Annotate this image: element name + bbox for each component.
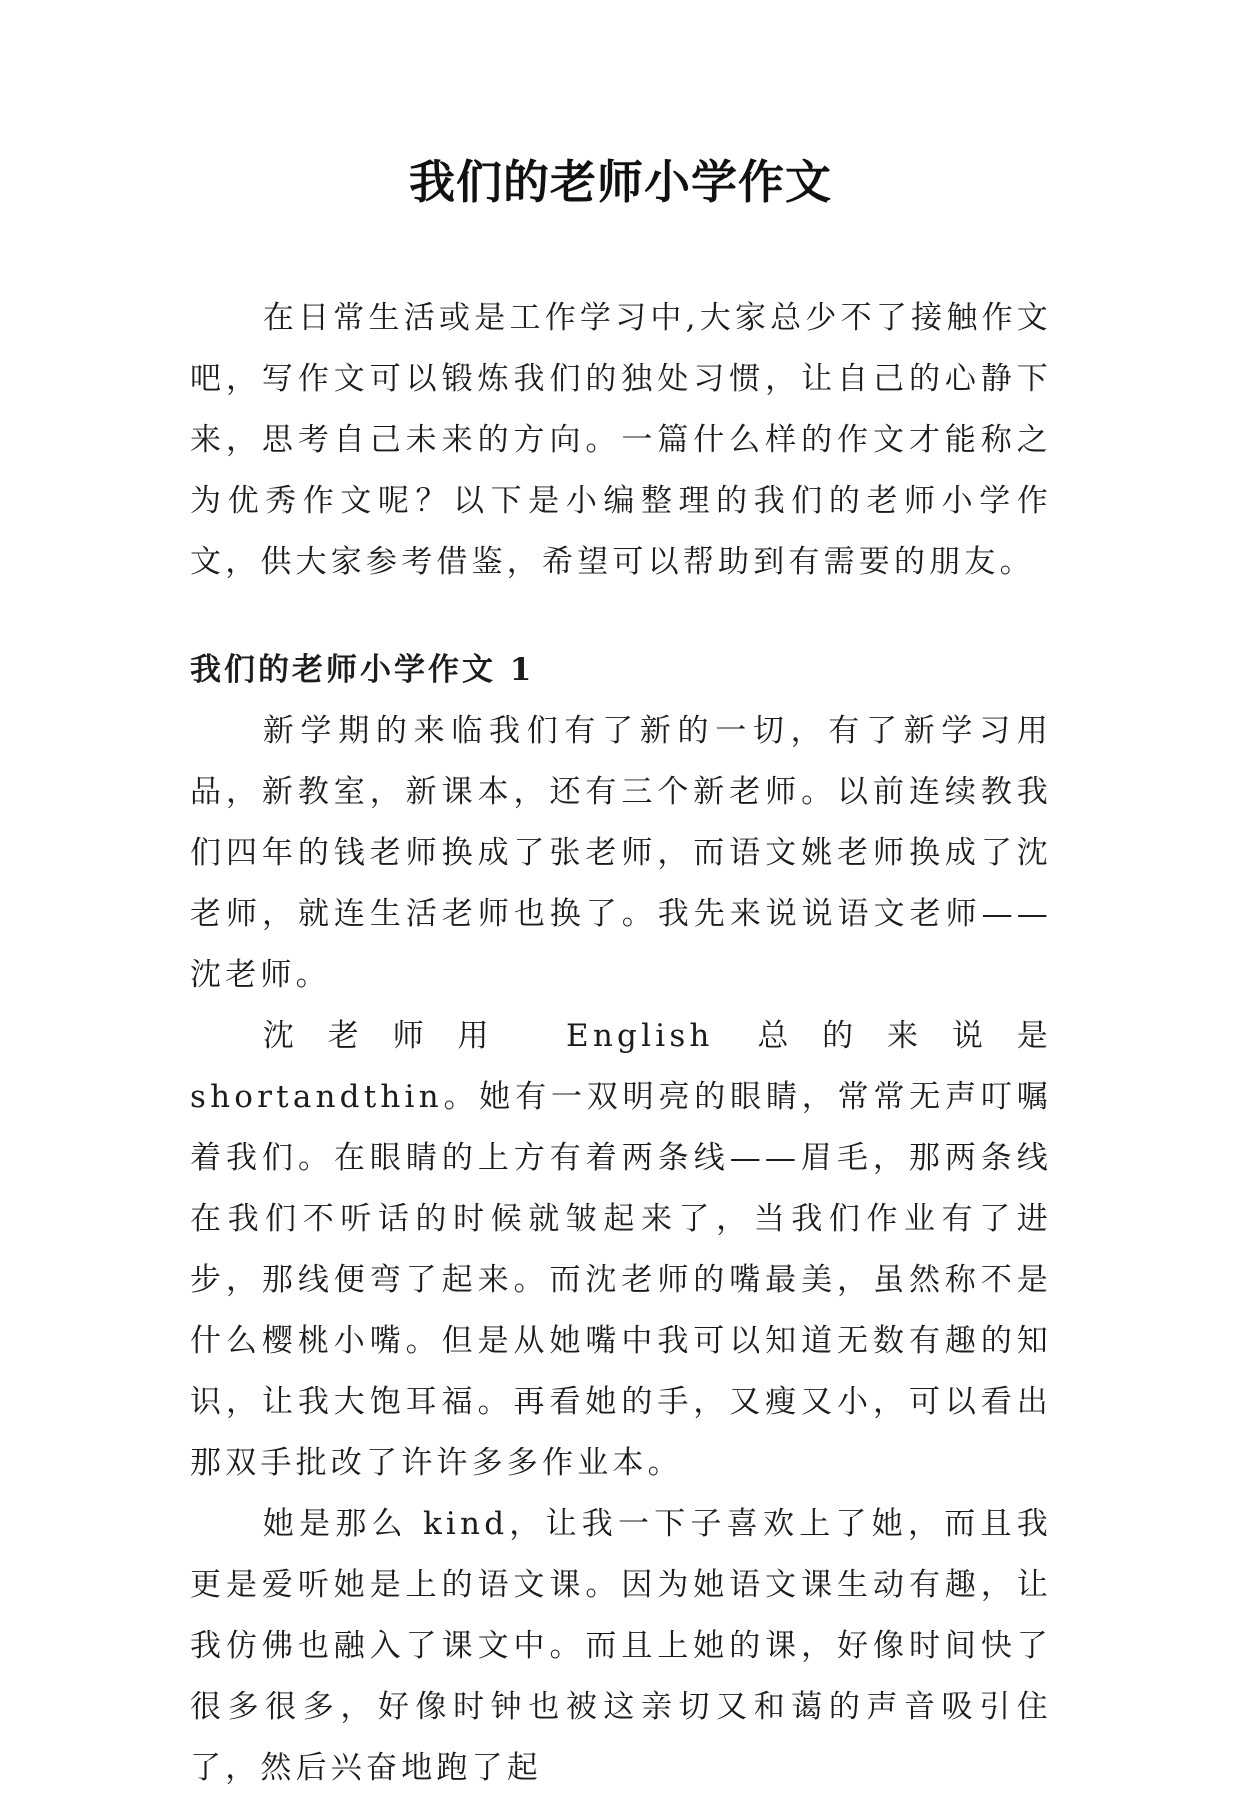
section-heading: 我们的老师小学作文 1 xyxy=(190,652,535,688)
document-title: 我们的老师小学作文 xyxy=(409,155,832,209)
intro-section xyxy=(190,288,1052,593)
section-body xyxy=(190,701,1052,1799)
body-paragraph: 沈老师用 English 总的来说是 shortandthin。她有一双明亮的眼睛，常常无声叮嘱着我们。在眼睛的上方有着两条线——眉毛，那两条线在我们不听话的时候就皱起来了，当我们作业有了进步，那线便弯了起来。而沈老师的嘴最美，虽然称不是什么樱桃小嘴。但是从她嘴中我可以知道无数有趣的知识，让我大饱耳福。再看她的手，又瘦又小，可以看出那双手批改了许许多多作业本。 xyxy=(190,1018,1052,1481)
intro-paragraph: 在日常生活或是工作学习中,大家总少不了接触作文吧，写作文可以锻炼我们的独处习惯，让自己的心静下来，思考自己未来的方向。一篇什么样的作文才能称之为优秀作文呢？以下是小编整理的我们的老师小学作文，供大家参考借鉴，希望可以帮助到有需要的朋友。 xyxy=(190,300,1052,580)
body-paragraph: 新学期的来临我们有了新的一切，有了新学习用品，新教室，新课本，还有三个新老师。以前连续教我们四年的钱老师换成了张老师，而语文姚老师换成了沈老师，就连生活老师也换了。我先来说说语文老师——沈老师。 xyxy=(190,713,1052,993)
body-paragraph: 她是那么 kind，让我一下子喜欢上了她，而且我更是爱听她是上的语文课。因为她语文课生动有趣，让我仿佛也融入了课文中。而且上她的课，好像时间快了很多很多，好像时钟也被这亲切又和蔼的声音吸引住了，然后兴奋地跑了起 xyxy=(190,1506,1052,1786)
